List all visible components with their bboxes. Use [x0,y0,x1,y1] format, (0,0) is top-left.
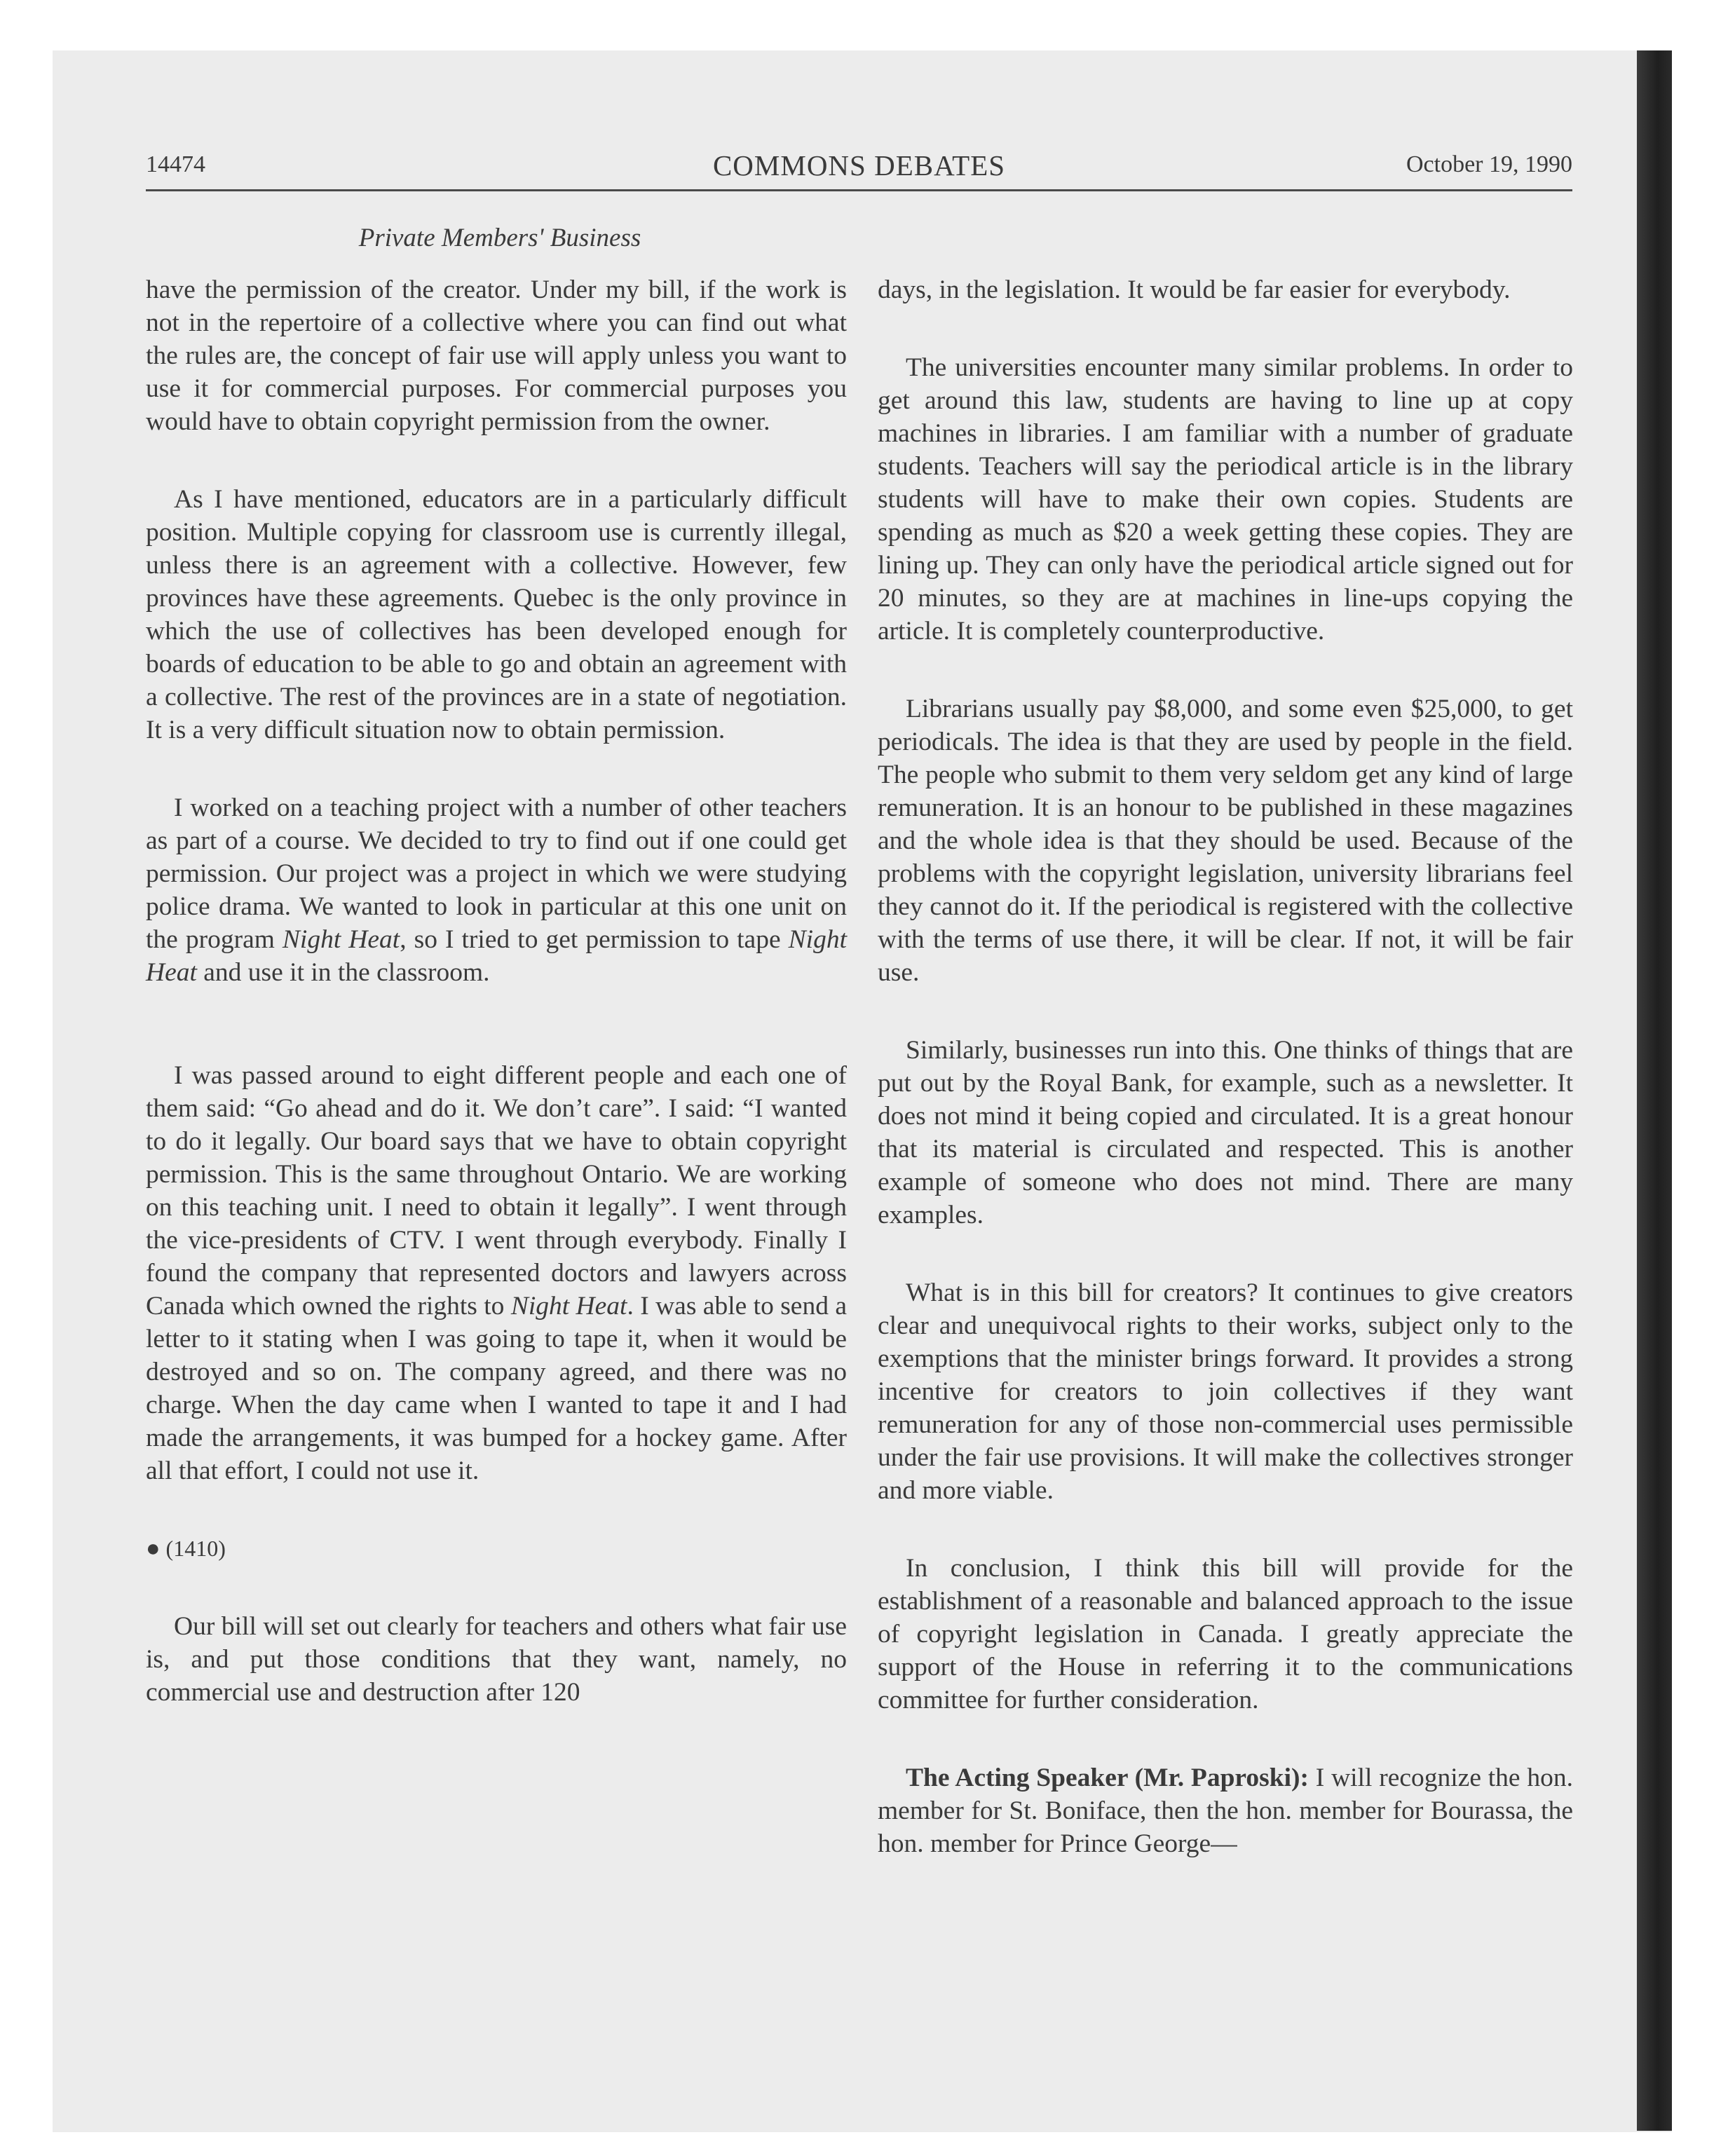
program-title: Night Heat [510,1292,627,1321]
paragraph: I worked on a teaching project with a number of other teachers as part of a course. We decided to try to find out if one could get permission. Our project was a project in which we were studying police drama. We wanted to look in particular at this one unit on the program Night Heat, so I tried to get permission to tape Night Heat and use it in the classroom. [146,793,847,987]
left-column [146,273,847,1754]
program-title: Night Heat [282,925,400,954]
time-marker: ● (1410) [146,1536,226,1562]
paragraph: In conclusion, I think this bill will provide for the establishment of a reasonable and balanced approach to the issue of copyright legislation in Canada. I greatly appreciate the support of the House in referring it to the communications committee for further consideration. [878,1554,1573,1714]
paragraph: days, in the legislation. It would be far easier for everybody. [878,275,1511,304]
paragraph: As I have mentioned, educators are in a particularly difficult position. Multiple copying for classroom use is currently illegal, unless there is an agreement with a collective. However, few provinces have these agreements. Quebec is the only province in which the use of collectives has been developed enough for boards of education to be able to go and obtain an agreement with a collective. The rest of the provinces are in a state of negotiation. It is a very difficult situation now to obtain permission. [146,485,847,744]
section-title: Private Members' Business [358,224,641,252]
header-rule [146,189,1572,191]
speaker-paragraph: The Acting Speaker (Mr. Paproski): I will recognize the hon. member for St. Boniface, then the hon. member for Bourassa, the hon. member for Prince George— [878,1763,1573,1858]
page-number: 14474 [146,151,205,177]
bullet-icon: ● [146,1536,161,1562]
speaker-name: The Acting Speaker (Mr. Paproski): [906,1763,1309,1792]
paragraph: have the permission of the creator. Under my bill, if the work is not in the repertoire of a collective where you can find out what the rules are, the concept of fair use will apply unless you want to use it for commercial purposes. For commercial purposes you would have to obtain copyright permission from the owner. [146,275,847,436]
paragraph: Our bill will set out clearly for teachers and others what fair use is, and put those conditions that they want, namely, no commercial use and destruction after 120 [146,1612,847,1707]
program-title: Night Heat [146,925,847,987]
paragraph: Librarians usually pay $8,000, and some even $25,000, to get periodicals. The idea is that they are used by people in the field. The people who submit to them very seldom get any kind of large remuneration. It is an honour to be published in these magazines and the whole idea is that they should be used. Because of the problems with the copyright legislation, university librarians feel they cannot do it. If the periodical is registered with the collective with the terms of use there, it will be clear. If not, it will be fair use. [878,695,1573,987]
paragraph: The universities encounter many similar problems. In order to get around this law, students are having to line up at copy machines in libraries. I am familiar with a number of graduate students. Teachers will say the periodical article is in the library students will have to make their own copies. Students are spending as much as $20 a week getting these copies. They are lining up. They can only have the periodical article signed out for 20 minutes, so they are at machines in line-ups copying the article. It is completely counterproductive. [878,353,1573,646]
paragraph: I was passed around to eight different people and each one of them said: “Go ahead and do it. We don’t care”. I said: “I wanted to do it legally. Our board says that we have to obtain copyright permission. This is the same throughout Ontario. We are working on this teaching unit. I need to obtain it legally”. I went through the vice-presidents of CTV. I went through everybody. Finally I found the company that represented doctors and lawyers across Canada which owned the rights to Night Heat. I was able to send a letter to it stating when I was going to tape it, when it would be destroyed and so on. The company agreed, and there was no charge. When the day came when I wanted to tape it and I had made the arrangements, it was bumped for a hockey game. After all that effort, I could not use it. [146,1061,847,1485]
right-column [878,273,1573,1905]
page-edge-shadow [1637,50,1672,2131]
header-date: October 19, 1990 [1406,151,1572,177]
paragraph: What is in this bill for creators? It continues to give creators clear and unequivocal rights to their works, subject only to the exemptions that the minister brings forward. It provides a strong incentive for creators to join collectives if they want remuneration for any of those non-commercial uses permissible under the fair use provisions. It will make the collectives stronger and more viable. [878,1278,1573,1505]
paragraph: Similarly, businesses run into this. One thinks of things that are put out by the Royal Bank, for example, such as a newsletter. It does not mind it being copied and circulated. It is a great honour that its material is circulated and respected. This is another example of someone who does not mind. There are many examples. [878,1036,1573,1229]
journal-title: COMMONS DEBATES [712,149,1006,182]
